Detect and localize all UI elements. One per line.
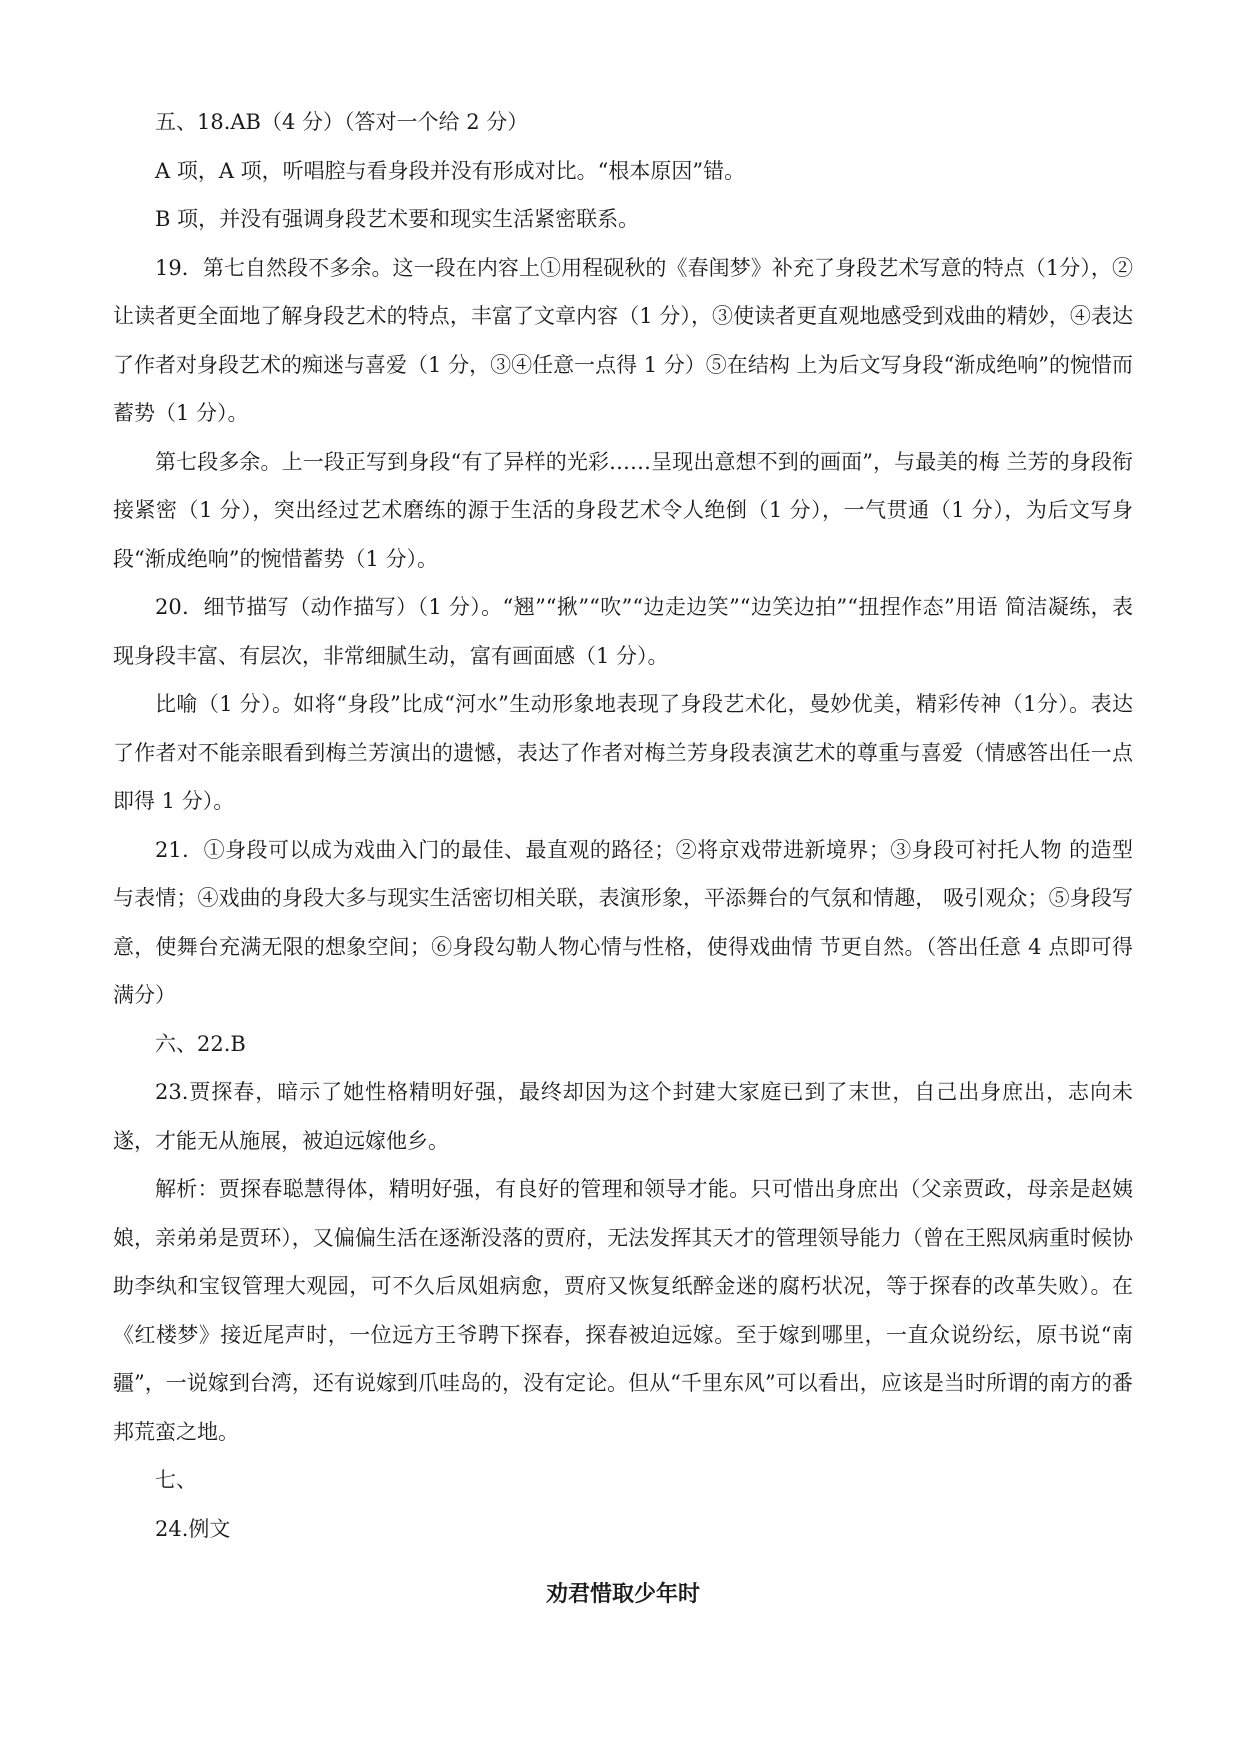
answer-q24-label: 24.例文	[155, 1516, 231, 1541]
answer-q19-view-1: 19．第七自然段不多余。这一段在内容上①用程砚秋的《春闺梦》补充了身段艺术写意的特点（1分），②让读者更全面地了解身段艺术的特点，丰富了文章内容（1 分），③使读者更直观地感受到戏曲的精妙，④表达了作者对身段艺术的痴迷与喜爱（1 分，③④任意一点得 1 分）⑤在结构 上为后文写身段“渐成绝响”的惋惜而蓄势（1 分）。	[113, 255, 1133, 425]
answer-q23-analysis: 解析：贾探春聪慧得体，精明好强，有良好的管理和领导才能。只可惜出身庶出（父亲贾政，母亲是赵姨娘，亲弟弟是贾环），又偏偏生活在逐渐没落的贾府，无法发挥其天才的管理领导能力（曾在王熙凤病重时候协助李纨和宝钗管理大观园，可不久后凤姐病愈，贾府又恢复纸醉金迷的腐朽状况，等于探春的改革失败）。在《红楼梦》接近尾声时，一位远方王爷聘下探春，探春被迫远嫁。至于嫁到哪里，一直众说纷纭，原书说“南疆”，一说嫁到台湾，还有说嫁到爪哇岛的，没有定论。但从“千里东风”可以看出，应该是当时所谓的南方的番邦荒蛮之地。	[113, 1177, 1134, 1444]
answer-q18-item-a: A 项，A 项，听唱腔与看身段并没有形成对比。“根本原因”错。	[155, 158, 746, 183]
answer-q19-view-2: 第七段多余。上一段正写到身段“有了异样的光彩……呈现出意想不到的画面”，与最美的梅 兰芳的身段衔接紧密（1 分），突出经过艺术磨练的源于生活的身段艺术令人绝倒（1 分），一气贯通（1 分），为后文写身段“渐成绝响”的惋惜蓄势（1 分）。	[113, 449, 1133, 571]
answer-section-6-q22: 六、22.B	[155, 1031, 246, 1056]
answer-q23: 23.贾探春，暗示了她性格精明好强，最终却因为这个封建大家庭已到了末世，自己出身庶出，志向未遂，才能无从施展，被迫远嫁他乡。	[113, 1080, 1133, 1153]
answer-q20-part-2: 比喻（1 分）。如将“身段”比成“河水”生动形象地表现了身段艺术化，曼妙优美，精彩传神（1分）。表达了作者对不能亲眼看到梅兰芳演出的遗憾，表达了作者对梅兰芳身段表演艺术的尊重与喜爱（情感答出任一点即得 1 分）。	[113, 692, 1133, 813]
document-page	[113, 98, 1133, 1619]
answer-q18-item-b: B 项，并没有强调身段艺术要和现实生活紧密联系。	[155, 207, 640, 231]
answer-section-7: 七、	[155, 1468, 197, 1492]
essay-title: 劝君惜取少年时	[545, 1582, 700, 1607]
answer-q20-part-1: 20．细节描写（动作描写）（1 分）。“翘”“揪”“吹”“边走边笑”“边笑边拍”“扭捏作态”用语 简洁凝练，表现身段丰富、有层次，非常细腻生动，富有画面感（1 分）。	[113, 595, 1133, 668]
answer-q21: 21．①身段可以成为戏曲入门的最佳、最直观的路径；②将京戏带进新境界；③身段可衬托人物 的造型与表情；④戏曲的身段大多与现实生活密切相关联，表演形象，平添舞台的气氛和情趣， 吸引观众；⑤身段写意，使舞台充满无限的想象空间；⑥身段勾勒人物心情与性格，使得戏曲情 节更自然。（答出任意 4 点即可得满分）	[113, 837, 1133, 1007]
answer-section-5-q18: 五、18.AB（4 分）（答对一个给 2 分）	[155, 110, 529, 134]
